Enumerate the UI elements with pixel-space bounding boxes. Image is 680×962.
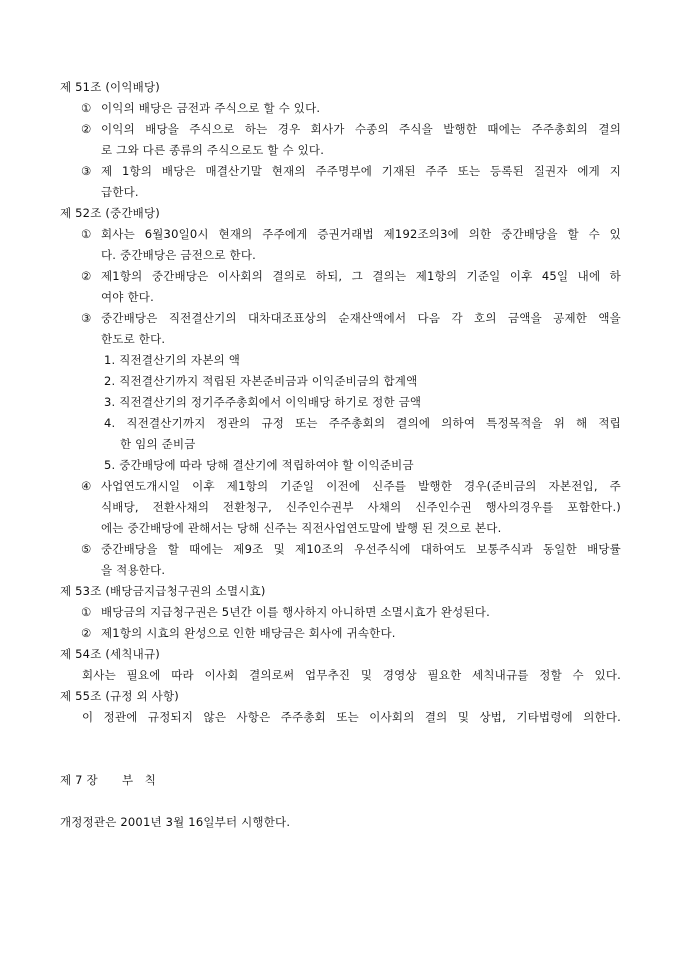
article-51-heading: 제 51조 (이익배당) [60,80,160,94]
subitem-4-line-2: 한 임의 준비금 [120,437,196,451]
item-marker: ④ [81,479,92,493]
article-52-item-2-line-1: 제1항의 중간배당은 이사회의 결의로 하되, 그 결의는 제1항의 기준일 이후 45일 내에 하 [101,269,621,283]
chapter-number: 제 7 장 [60,773,98,787]
item-marker: ⑤ [81,542,92,556]
chapter-title: 부 칙 [122,773,160,787]
article-52-item-3-line-1: 중간배당은 직전결산기의 대차대조표상의 순재산액에서 다음 각 호의 금액을 공제한 액을 [101,311,621,325]
article-54-body: 회사는 필요에 따라 이사회 결의로써 업무추진 및 경영상 필요한 세칙내규를 정할 수 있다. [82,668,621,682]
item-marker: ① [81,101,92,115]
article-52-item-4-line-2: 식배당, 전환사채의 전환청구, 신주인수권부 사채의 신주인수권 행사의경우를 포함한다.) [101,500,621,514]
item-marker: ② [81,269,92,283]
subitem-5: 5. 중간배당에 따라 당해 결산기에 적립하여야 할 이익준비금 [104,458,414,472]
article-55-body: 이 정관에 규정되지 않은 사항은 주주총회 또는 이사회의 결의 및 상법, 기타법령에 의한다. [82,710,621,724]
article-51-item-3-line-2: 급한다. [101,185,139,199]
article-51-item-2-line-1: 이익의 배당을 주식으로 하는 경우 회사가 수종의 주식을 발행한 때에는 주주총회의 결의 [101,122,621,136]
article-51-item-3-line-1: 제 1항의 배당은 매결산기말 현재의 주주명부에 기재된 주주 또는 등록된 질권자 에게 지 [101,164,621,178]
article-52-item-4-line-3: 에는 중간배당에 관해서는 당해 신주는 직전사업연도말에 발행 된 것으로 본다. [101,521,502,535]
article-53-item-1-line-1: 배당금의 지급청구권은 5년간 이를 행사하지 아니하면 소멸시효가 완성된다. [101,605,490,619]
article-54-heading: 제 54조 (세칙내규) [60,647,160,661]
article-51-item-1-line-1: 이익의 배당은 금전과 주식으로 할 수 있다. [101,101,321,115]
article-52-heading: 제 52조 (중간배당) [60,206,160,220]
article-51-item-2-line-2: 로 그와 다른 종류의 주식으로도 할 수 있다. [101,143,325,157]
item-marker: ② [81,122,92,136]
subitem-2: 2. 직전결산기까지 적립된 자본준비금과 이익준비금의 합계액 [104,374,418,388]
article-52-item-4-line-1: 사업연도개시일 이후 제1항의 기준일 이전에 신주를 발행한 경우(준비금의 자본전입, 주 [101,479,621,493]
item-marker: ③ [81,164,92,178]
article-52-item-1-line-1: 회사는 6월30일0시 현재의 주주에게 증권거래법 제192조의3에 의한 중간배당을 할 수 있 [101,227,621,241]
item-marker: ① [81,605,92,619]
subitem-3: 3. 직전결산기의 정기주주총회에서 이익배당 하기로 정한 금액 [104,395,422,409]
article-52-item-1-line-2: 다. 중간배당은 금전으로 한다. [101,248,256,262]
article-55-heading: 제 55조 (규정 외 사항) [60,689,179,703]
article-53-heading: 제 53조 (배당금지급청구권의 소멸시효) [60,584,266,598]
item-marker: ② [81,626,92,640]
article-52-item-2-line-2: 여야 한다. [101,290,154,304]
subitem-4-line-1: 4. 직전결산기까지 정관의 규정 또는 주주총회의 결의에 의하여 특정목적을 위 해 적립 [104,416,621,430]
item-marker: ③ [81,311,92,325]
effective-date-statement: 개정정관은 2001년 3월 16일부터 시행한다. [60,815,291,829]
item-marker: ① [81,227,92,241]
article-52-item-3-line-2: 한도로 한다. [101,332,166,346]
article-53-item-2-line-1: 제1항의 시효의 완성으로 인한 배당금은 회사에 귀속한다. [101,626,396,640]
subitem-1: 1. 직전결산기의 자본의 액 [104,353,241,367]
article-52-item-5-line-1: 중간배당을 할 때에는 제9조 및 제10조의 우선주식에 대하여도 보통주식과 동일한 배당률 [101,542,621,556]
article-52-item-5-line-2: 을 적용한다. [101,563,166,577]
